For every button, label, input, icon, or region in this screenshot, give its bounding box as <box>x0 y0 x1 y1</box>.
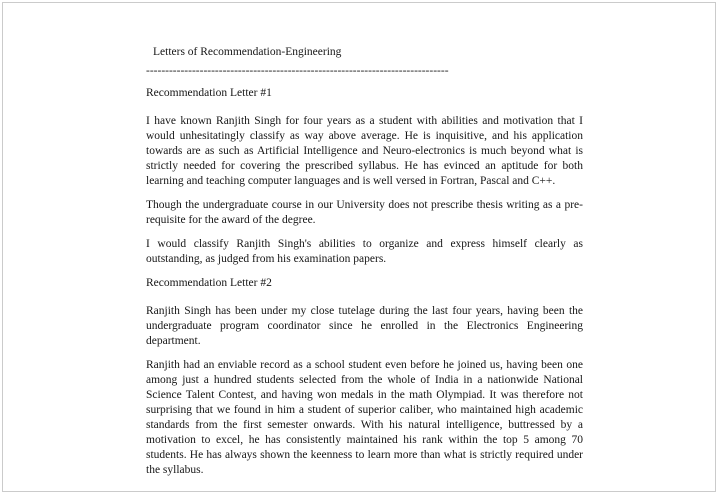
document-page <box>2 2 716 492</box>
letter-2-paragraph-1: Ranjith Singh has been under my close tutelage during the last four years, having been the undergraduate program coordinator since he enrolled in the Electronics Engineering department. <box>146 305 583 347</box>
document-content <box>146 45 583 487</box>
letter-1-paragraph-2: Though the undergraduate course in our University does not prescribe thesis writing as a pre-requisite for the award of the degree. <box>146 199 583 226</box>
letter-2-paragraph-2: Ranjith had an enviable record as a school student even before he joined us, having been one among just a hundred students selected from the whole of India in a nationwide National Science Talent Contest, and having won medals in the math Olympiad. It was therefore not surprising that we found in him a student of superior caliber, who maintained high academic standards from the first semester onwards. With his natural intelligence, buttressed by a motivation to excel, he has consistently maintained his rank within the top 5 among 70 students. He has always shown the keenness to learn more than what is strictly required under the syllabus. <box>146 359 583 476</box>
letter-1-paragraph-3: I would classify Ranjith Singh's abilities to organize and express himself clearly as outstanding, as judged from his examination papers. <box>146 238 583 265</box>
letter-1-heading: Recommendation Letter #1 <box>146 87 272 99</box>
letter-2-heading: Recommendation Letter #2 <box>146 277 272 289</box>
document-title: Letters of Recommendation-Engineering <box>153 46 342 58</box>
dashed-divider: ------------------------------------------------------------------------------- <box>146 65 449 77</box>
letter-1-paragraph-1: I have known Ranjith Singh for four years as a student with abilities and motivation that I would unhesitatingly classify as way above average. He is inquisitive, and his application towards are as such as Artificial Intelligence and Neuro-electronics is much beyond what is strictly needed for covering the prescribed syllabus. He has evinced an aptitude for both learning and teaching computer languages and is well versed in Fortran, Pascal and C++. <box>146 115 583 187</box>
